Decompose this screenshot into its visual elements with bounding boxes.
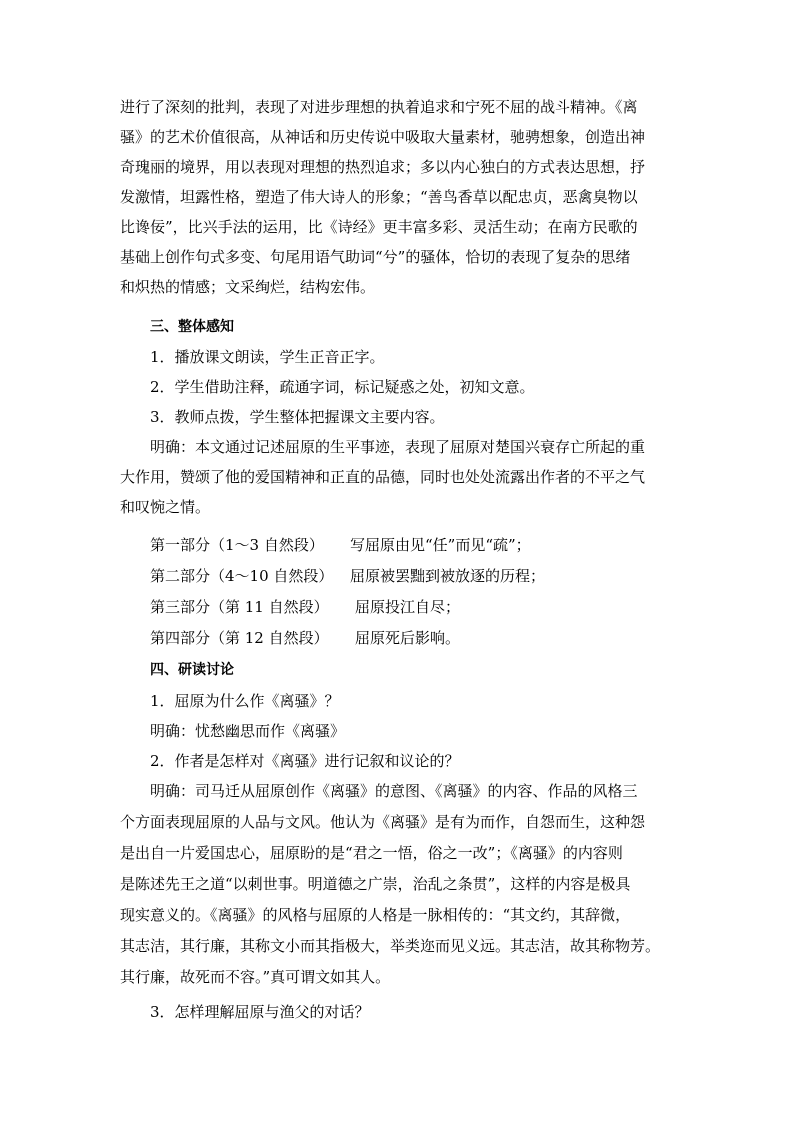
answer-line: 个方面表现屈原的人品与文风。他认为《离骚》是有为而作，自怨而生，这种怨: [120, 813, 646, 831]
answer-line: 大作用，赞颂了他的爱国精神和正直的品德，同时也处处流露出作者的不平之气: [120, 468, 646, 486]
part-desc: 屈原死后影响。: [355, 629, 461, 647]
intro-line: 进行了深刻的批判，表现了对进步理想的执着追求和宁死不屈的战斗精神。《离: [120, 98, 638, 116]
part-label: 第一部分（1～3 自然段）: [150, 536, 324, 554]
part-label: 第四部分（第 12 自然段）: [150, 629, 329, 647]
answer-line: 明确：本文通过记述屈原的生平事迹，表现了屈原对楚国兴衰存亡所起的重: [150, 438, 646, 456]
intro-line: 发激情，坦露性格，塑造了伟大诗人的形象；“善鸟香草以配忠贞，恶禽臭物以: [120, 188, 638, 206]
intro-line: 和炽热的情感；文采绚烂，结构宏伟。: [120, 278, 376, 296]
answer-line: 其行廉，故死而不容。”真可谓文如其人。: [120, 968, 391, 986]
answer-line: 是陈述先王之道“以刺世事。明道德之广崇，治乱之条贯”，这样的内容是极具: [120, 875, 631, 893]
part-row: [150, 596, 460, 617]
list-item: 2．学生借助注释，疏通字词，标记疑惑之处，初知文意。: [150, 378, 535, 396]
answer-line: 其志洁，其行廉，其称文小而其指极大，举类迩而见义远。其志洁，故其称物芳。: [120, 937, 661, 955]
answer-line: 和叹惋之情。: [120, 498, 211, 516]
part-label: 第三部分（第 11 自然段）: [150, 598, 329, 616]
answer-line: 明确：忧愁幽思而作《离骚》: [150, 722, 346, 740]
part-row: [150, 534, 531, 555]
answer-line: 现实意义的。《离骚》的风格与屈原的人格是一脉相传的：“其文约，其辞微，: [120, 906, 631, 924]
section-heading: 三、整体感知: [150, 319, 234, 335]
intro-line: 骚》的艺术价值很高，从神话和历史传说中吸取大量素材，驰骋想象，创造出神: [120, 128, 646, 146]
intro-line: 奇瑰丽的境界，用以表现对理想的热烈追求；多以内心独白的方式表达思想，抒: [120, 158, 646, 176]
list-item: 1．播放课文朗读，学生正音正字。: [150, 348, 385, 366]
question: 2．作者是怎样对《离骚》进行记叙和议论的？: [150, 752, 460, 770]
question: 3．怎样理解屈原与渔父的对话？: [150, 1003, 370, 1021]
answer-line: 明确：司马迁从屈原创作《离骚》的意图、《离骚》的内容、作品的风格三: [150, 782, 638, 800]
part-label: 第二部分（4～10 自然段）: [150, 567, 334, 585]
part-desc: 屈原被罢黜到被放逐的历程；: [350, 567, 546, 585]
question: 1．屈原为什么作《离骚》？: [150, 692, 340, 710]
part-row: [150, 565, 545, 586]
intro-line: 比谗佞”，比兴手法的运用，比《诗经》更丰富多彩、灵活生动；在南方民歌的: [120, 218, 638, 236]
part-row: [150, 627, 460, 648]
section-heading: 四、研读讨论: [150, 662, 234, 678]
list-item: 3．教师点拨，学生整体把握课文主要内容。: [150, 408, 445, 426]
part-desc: 屈原投江自尽；: [355, 598, 461, 616]
answer-line: 是出自一片爱国忠心，屈原盼的是“君之一悟，俗之一改”；《离骚》的内容则: [120, 844, 623, 862]
part-desc: 写屈原由见“任”而见“疏”；: [350, 536, 531, 554]
intro-line: 基础上创作句式多变、句尾用语气助词“兮”的骚体，恰切的表现了复杂的思绪: [120, 248, 631, 266]
